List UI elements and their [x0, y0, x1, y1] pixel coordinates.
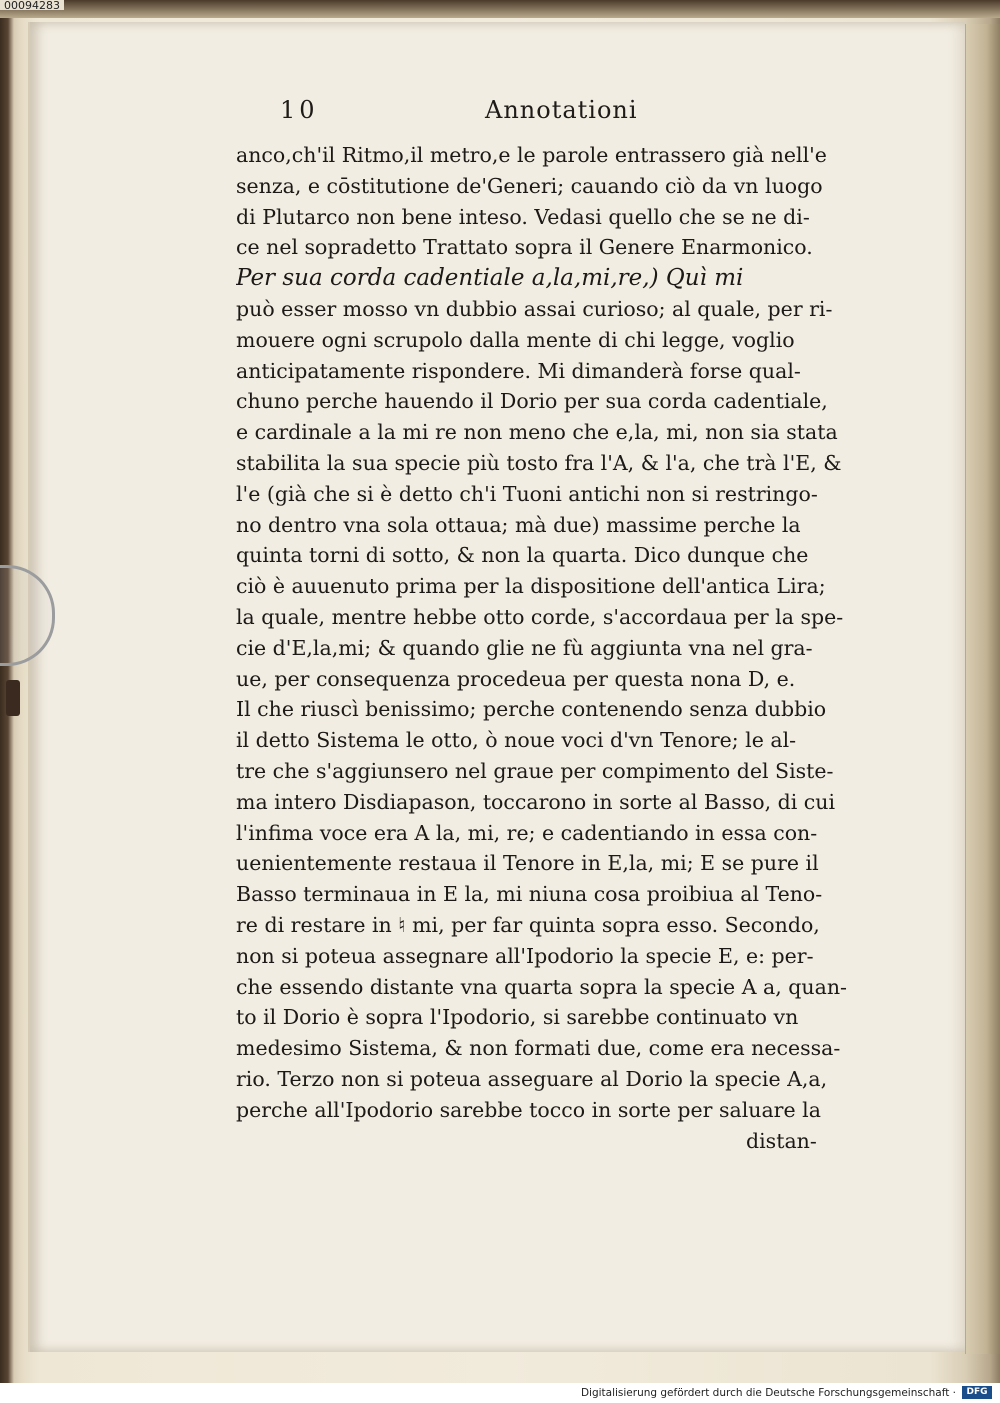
text-line: to il Dorio è sopra l'Ipodorio, si sarebbe continuato vn — [236, 1005, 799, 1030]
text-line: Basso terminaua in E la, mi niuna cosa proibiua al Teno- — [236, 882, 823, 907]
catalog-number: 00094283 — [0, 0, 64, 10]
text-line: la quale, mentre hebbe otto corde, s'accordaua per la spe- — [236, 604, 844, 629]
text-line: ce nel sopradetto Trattato sopra il Genere Enarmonico. — [236, 235, 813, 260]
text-line: tre che s'aggiunsero nel graue per compimento del Siste- — [236, 758, 834, 783]
text-line: di Plutarco non bene inteso. Vedasi quello che se ne di- — [236, 204, 810, 229]
text-line: che essendo distante vna quarta sopra la specie A a, quan- — [236, 974, 847, 999]
next-page-edge — [965, 24, 1000, 1354]
text-line: ue, per consequenza procedeua per questa nona D, e. — [236, 666, 796, 691]
text-line: anco,ch'il Ritmo,il metro,e le parole entrassero già nell'e — [236, 143, 827, 167]
page-header — [200, 96, 940, 136]
text-line: no dentro vna sola ottaua; mà due) massime perche la — [236, 512, 801, 537]
dfg-logo-icon: DFG — [962, 1386, 992, 1399]
digitization-footer — [0, 1383, 1000, 1403]
text-line: l'e (già che si è detto ch'i Tuoni antichi non si restringo- — [236, 481, 818, 506]
text-line: anticipatamente rispondere. Mi dimanderà forse qual- — [236, 358, 801, 383]
catchword: distan- — [746, 1128, 817, 1153]
text-line: medesimo Sistema, & non formati due, come era necessa- — [236, 1036, 841, 1061]
text-line: ma intero Disdiapason, toccarono in sorte al Basso, di cui — [236, 789, 836, 814]
section-lemma-line: Per sua corda cadentiale a,la,mi,re,) Quì mi — [236, 265, 744, 292]
text-line: chuno perche hauendo il Dorio per sua corda cadentiale, — [236, 389, 828, 414]
text-line: cie d'E,la,mi; & quando glie ne fù aggiunta vna nel gra- — [236, 635, 813, 660]
text-line: il detto Sistema le otto, ò noue voci d'vn Tenore; le al- — [236, 728, 797, 753]
text-line: re di restare in ♮ mi, per far quinta sopra esso. Secondo, — [236, 912, 820, 937]
text-line: Il che riuscì benissimo; perche contenendo senza dubbio — [236, 697, 827, 722]
text-line: e cardinale a la mi re non meno che e,la, mi, non sia stata — [236, 420, 838, 445]
text-line: senza, e cōstitutione de'Generi; cauando ciò da vn luogo — [236, 173, 823, 198]
text-line: ciò è auuenuto prima per la dispositione dell'antica Lira; — [236, 574, 826, 599]
text-line: può esser mosso vn dubbio assai curioso; al quale, per ri- — [236, 296, 833, 321]
text-line: stabilita la sua specie più tosto fra l'A, & l'a, che trà l'E, & — [236, 450, 842, 475]
text-line: rio. Terzo non si poteua asseguare al Dorio la specie A,a, — [236, 1066, 828, 1091]
funding-credit: Digitalisierung gefördert durch die Deutsche Forschungsgemeinschaft · — [580, 1387, 956, 1399]
binding-tab — [6, 680, 20, 716]
text-line: non si poteua assegnare all'Ipodorio la specie E, e: per- — [236, 943, 814, 968]
text-line: perche all'Ipodorio sarebbe tocco in sorte per saluare la — [236, 1097, 821, 1122]
body-text — [236, 140, 876, 1156]
running-head: Annotationi — [485, 96, 638, 124]
page-number: 10 — [280, 96, 319, 124]
top-binding-strip — [0, 0, 1000, 18]
text-line: l'infima voce era A la, mi, re; e cadentiando in essa con- — [236, 820, 818, 845]
text-line: uenientemente restaua il Tenore in E,la, mi; E se pure il — [236, 851, 819, 876]
text-line: mouere ogni scrupolo dalla mente di chi legge, voglio — [236, 327, 795, 352]
text-line: quinta torni di sotto, & non la quarta. Dico dunque che — [236, 543, 809, 568]
